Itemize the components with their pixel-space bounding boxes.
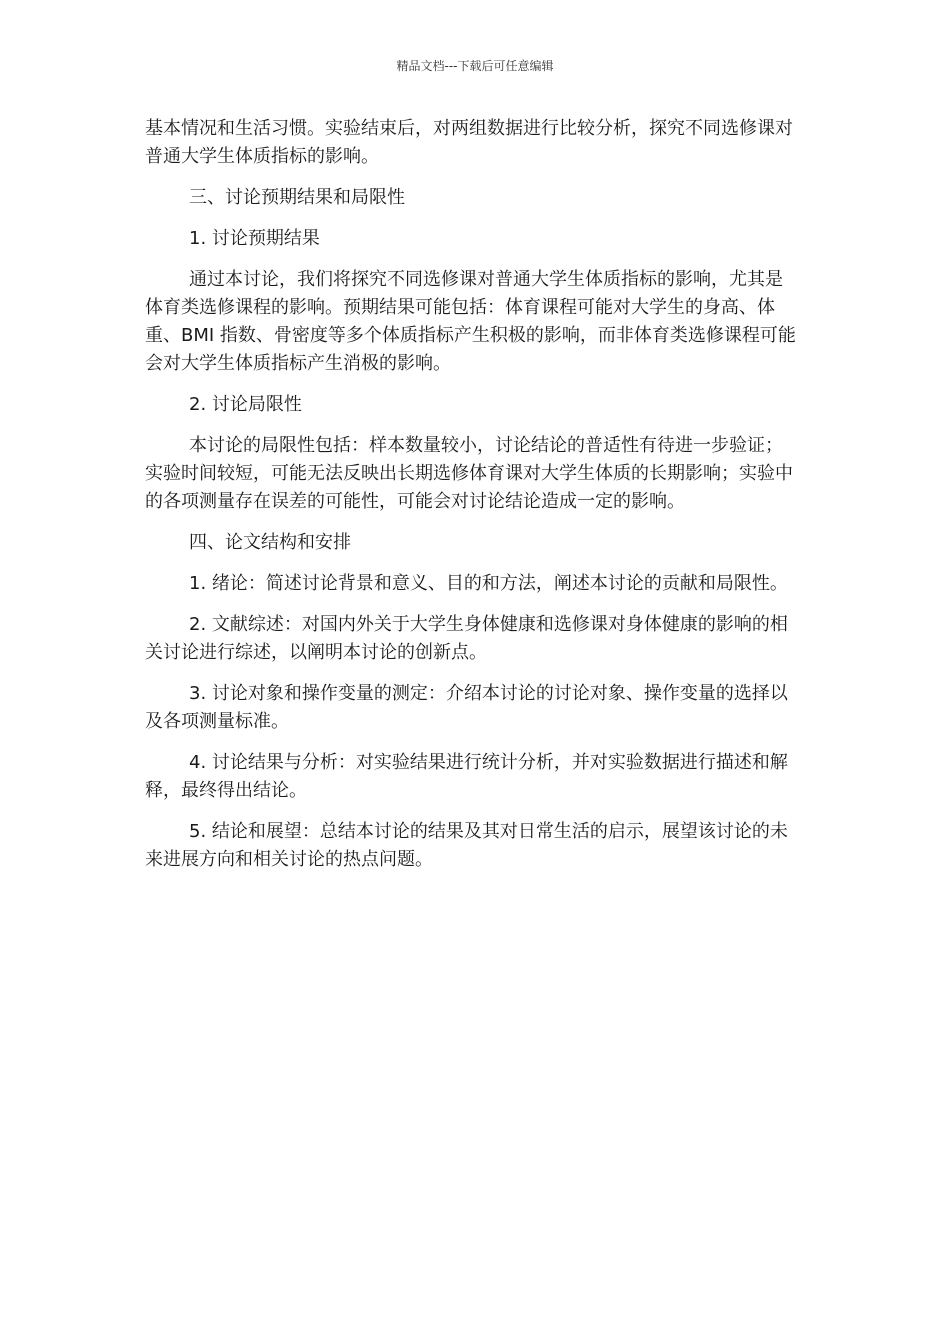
list-item-introduction: 1. 绪论：简述讨论背景和意义、目的和方法，阐述本讨论的贡献和局限性。 xyxy=(189,573,788,594)
paragraph-continuation: 基本情况和生活习惯。实验结束后，对两组数据进行比较分析，探究不同选修课对普通大学生体质指标的影响。 xyxy=(145,118,793,167)
page-header: 精品文档---下载后可任意编辑 xyxy=(396,59,554,73)
list-item-literature-review: 2. 文献综述：对国内外关于大学生身体健康和选修课对身体健康的影响的相关讨论进行综述，以阐明本讨论的创新点。 xyxy=(145,614,788,663)
document-body xyxy=(145,115,800,887)
subheading-limitations: 2. 讨论局限性 xyxy=(189,394,302,415)
paragraph-limitations: 本讨论的局限性包括：样本数量较小，讨论结论的普适性有待进一步验证；实验时间较短，可能无法反映出长期选修体育课对大学生体质的长期影响；实验中的各项测量存在误差的可能性，可能会对讨论结论造成一定的影响。 xyxy=(145,435,793,512)
list-item-subjects-variables: 3. 讨论对象和操作变量的测定：介绍本讨论的讨论对象、操作变量的选择以及各项测量标准。 xyxy=(145,683,788,732)
subheading-expected-results: 1. 讨论预期结果 xyxy=(189,228,320,249)
list-item-results-analysis: 4. 讨论结果与分析：对实验结果进行统计分析，并对实验数据进行描述和解释，最终得出结论。 xyxy=(145,752,788,801)
section-heading-3: 三、讨论预期结果和局限性 xyxy=(189,187,405,208)
section-heading-4: 四、论文结构和安排 xyxy=(189,532,351,553)
list-item-conclusion-outlook: 5. 结论和展望：总结本讨论的结果及其对日常生活的启示，展望该讨论的未来进展方向和相关讨论的热点问题。 xyxy=(145,821,788,870)
paragraph-expected-results: 通过本讨论，我们将探究不同选修课对普通大学生体质指标的影响，尤其是体育类选修课程的影响。预期结果可能包括：体育课程可能对大学生的身高、体重、BMI 指数、骨密度等多个体质指标产生积极的影响，而非体育类选修课程可能会对大学生体质指标产生消极的影响。 xyxy=(145,269,796,374)
